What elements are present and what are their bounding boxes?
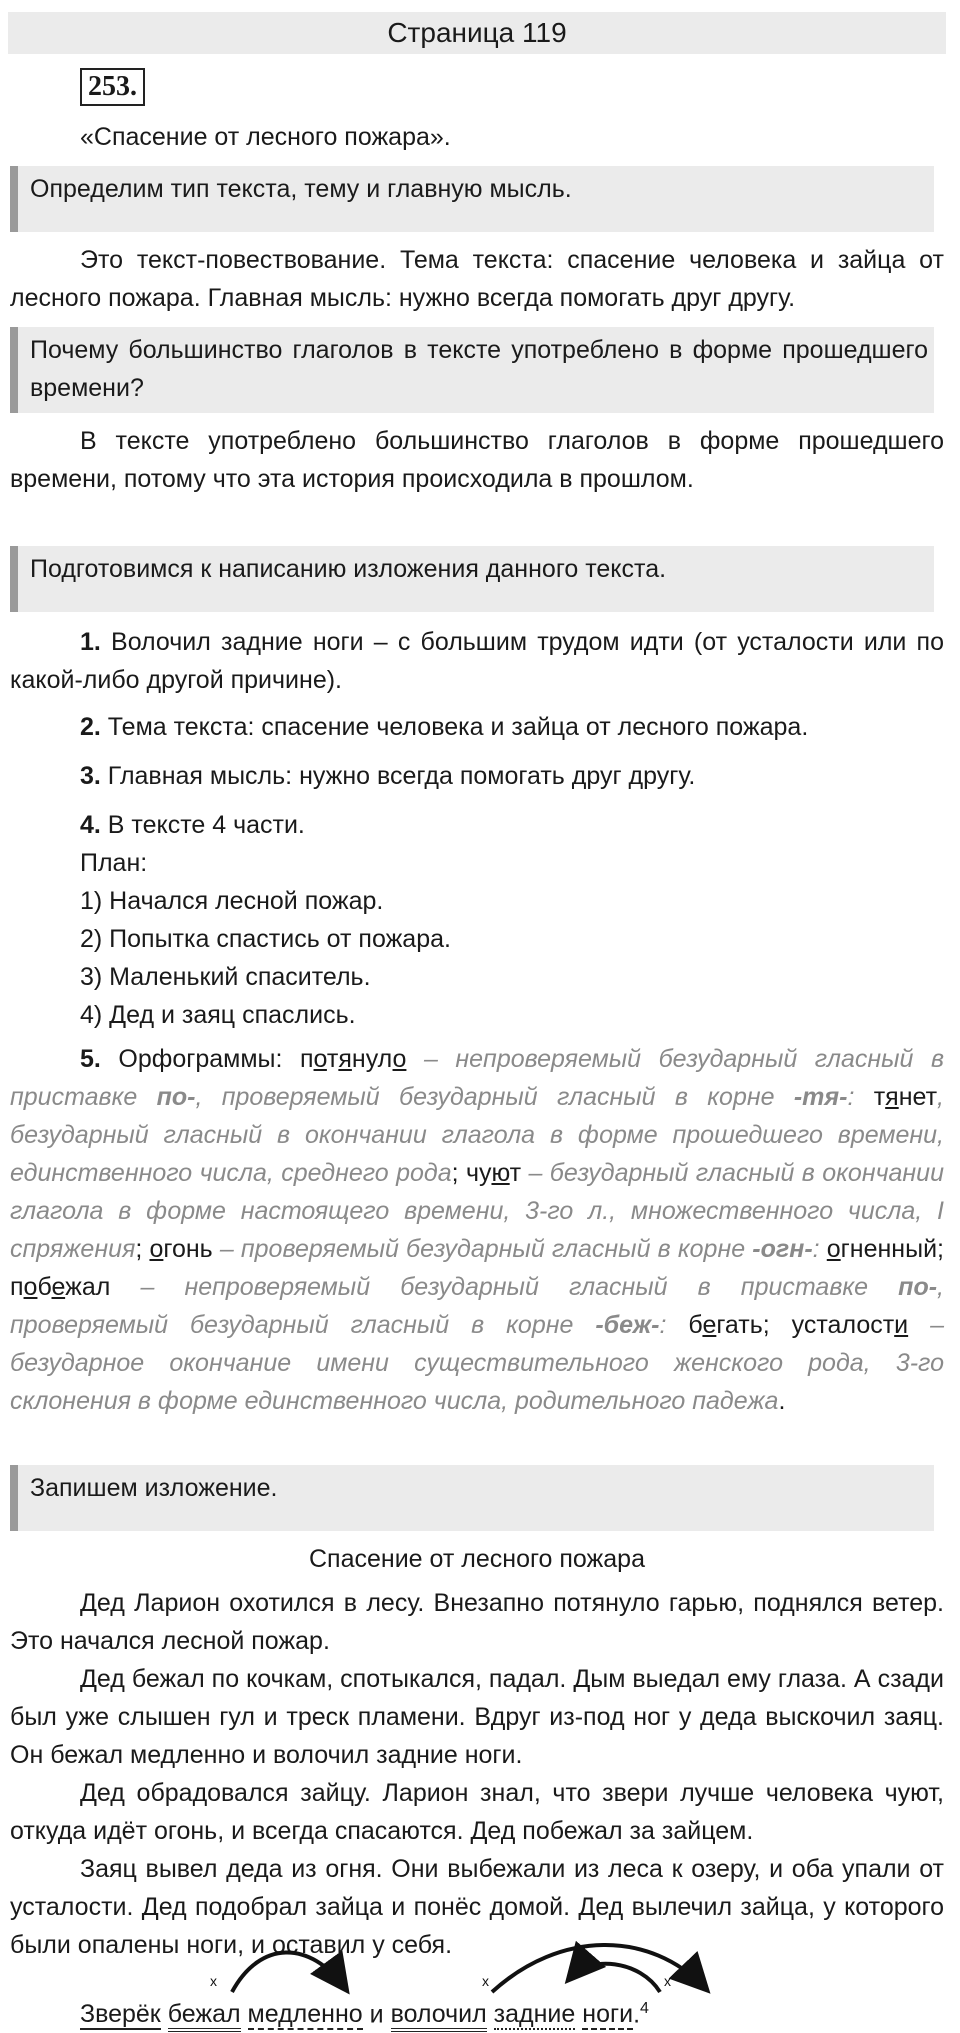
ortho-explanation: – проверяемый безударный гласный в корне -огн-: [212,1235,827,1263]
attribute: задние [493,2000,576,2029]
ortho-word-chuyut: чуют [465,1159,522,1187]
task-text: Почему большинство глаголов в тексте употреблено в форме прошедшего времени? [30,336,928,402]
item-number: 2. [80,713,101,741]
adverbial: медленно [247,2000,363,2029]
task-block-2 [10,327,934,413]
item-label: Орфограммы: [100,1045,300,1073]
ortho-word-ogn: огненный [826,1235,938,1263]
ortho-explanation: – непроверяемый безударный гласный в приставке по-, проверяемый безударный гласный в корне -тя-: [10,1045,944,1111]
plan-item: 4) Дед и заяц спаслись. [80,1001,356,1029]
essay-title: Спасение от лесного пожара [309,1545,645,1573]
mark-x: x [482,1973,489,1989]
answer-type-theme: Это текст-повествование. Тема текста: спасение человека и зайца от лесного пожара. Главная мысль: нужно всегда помогать друг другу. [10,246,944,312]
item-number: 4. [80,811,101,839]
parse-index: 4 [640,2000,649,2017]
ortho-word-ogon: огонь [149,1235,213,1263]
ortho-word-ustalosti: усталости [791,1311,909,1339]
arc-volochil-nogi [492,1945,705,1992]
item-4 [10,806,944,844]
item-number: 3. [80,762,101,790]
plan-label: План: [80,849,148,877]
item-text: Главная мысль: нужно всегда помогать друг другу. [100,762,696,790]
ortho-word-potyanulo: потянуло [299,1045,407,1073]
item-5-orthograms: 5. Орфограммы: потянуло – непроверяемый безударный гласный в приставке по-, проверяемый безударный гласный в корне -тя-: тянет, безударный гласный в окончании глагола в форме прошедшего времени, единственного числа, среднего рода; чуют – безударный гласный в окончании глагола в форме настоящего времени, 3-го л., множественного числа, I спряжения; огонь – проверяемый безударный гласный в корне -огн-: огненный; побежал – непроверяемый безударный гласный в приставке по-, проверяемый безударный гласный в корне -беж-: бегать; усталости – безударное окончание имени существительного женского рода, 3-го склонения в форме единственного числа, родительного падежа. [10,1045,944,1415]
predicate: бежал [168,2000,241,2032]
task-text: Запишем изложение. [30,1474,278,1502]
item-number: 5. [80,1045,101,1073]
object: ноги [582,2000,634,2029]
essay-paragraph: Заяц вывел деда из огня. Они выбежали из леса к озеру, и оба упали от усталости. Дед подобрал зайца и понёс домой. Дед вылечил зайца, у которого были опалены ноги, и оставил у себя. [10,1855,944,1959]
ortho-word-pobezhal: побежал [10,1273,111,1301]
arc-zadnie-nogi [570,1964,660,1992]
plan-item: 2) Попытка спастись от пожара. [80,925,451,953]
conjunction: и [369,2000,384,2029]
ortho-explanation: , безударный гласный в окончании глагола в форме прошедшего времени, единственного числа, среднего рода [10,1083,944,1187]
ortho-explanation: – непроверяемый безударный гласный в приставке по-, проверяемый безударный гласный в корне -беж-: [10,1273,944,1339]
predicate: волочил [391,2000,487,2032]
ortho-explanation: – безударное окончание имени существительного женского рода, 3-го склонения в форме единственного числа, родительного падежа [10,1311,944,1415]
item-text: В тексте 4 части. [100,811,305,839]
item-2 [10,708,944,746]
essay-paragraph: Дед обрадовался зайцу. Ларион знал, что звери лучше человека чуют, откуда идёт огонь, и всегда спасаются. Дед побежал за зайцем. [10,1779,944,1845]
plan-item: 3) Маленький спаситель. [80,963,371,991]
item-3 [10,757,944,795]
mark-x: x [664,1973,671,1989]
item-text: Волочил задние ноги – с большим трудом идти (от усталости или по какой-либо другой причине). [10,628,944,694]
essay-paragraph: Дед Ларион охотился в лесу. Внезапно потянуло гарью, поднялся ветер. Это начался лесной пожар. [10,1589,944,1655]
item-number: 1. [80,628,101,656]
task-block-4 [10,1465,934,1531]
essay-paragraph: Дед бежал по кочкам, спотыкался, падал. Дым выедал ему глаза. А сзади был уже слышен гул и треск пламени. Вдруг из-под ног у деда выскочил заяц. Он бежал медленно и волочил задние ноги. [10,1665,944,1769]
task-block-3 [10,546,934,612]
exercise-title: «Спасение от лесного пожара». [80,123,451,151]
mark-x: x [210,1973,217,1989]
subject: Зверёк [80,2000,161,2029]
ortho-word-begat: бегать [688,1311,763,1339]
plan-item: 1) Начался лесной пожар. [80,887,384,915]
arc-bezhal-medlenno [232,1952,345,1992]
exercise-number: 253. [80,68,145,106]
task-text: Подготовимся к написанию изложения данного текста. [30,555,667,583]
parsed-sentence: Зверёк бежал медленно и волочил задние ноги.$^4$ [80,1990,780,2033]
item-1 [10,623,944,699]
answer-past-tense: В тексте употреблено большинство глаголов в форме прошедшего времени, потому что эта история происходила в прошлом. [10,427,944,493]
task-text: Определим тип текста, тему и главную мысль. [30,175,572,203]
task-block-1 [10,166,934,232]
item-text: Тема текста: спасение человека и зайца от лесного пожара. [100,713,809,741]
page-header: Страница 119 [8,12,946,54]
ortho-word-tyanet: тянет [873,1083,938,1111]
ortho-explanation: – безударный гласный в окончании глагола в форме настоящего времени, 3-го л., множественного числа, I спряжения [10,1159,944,1263]
